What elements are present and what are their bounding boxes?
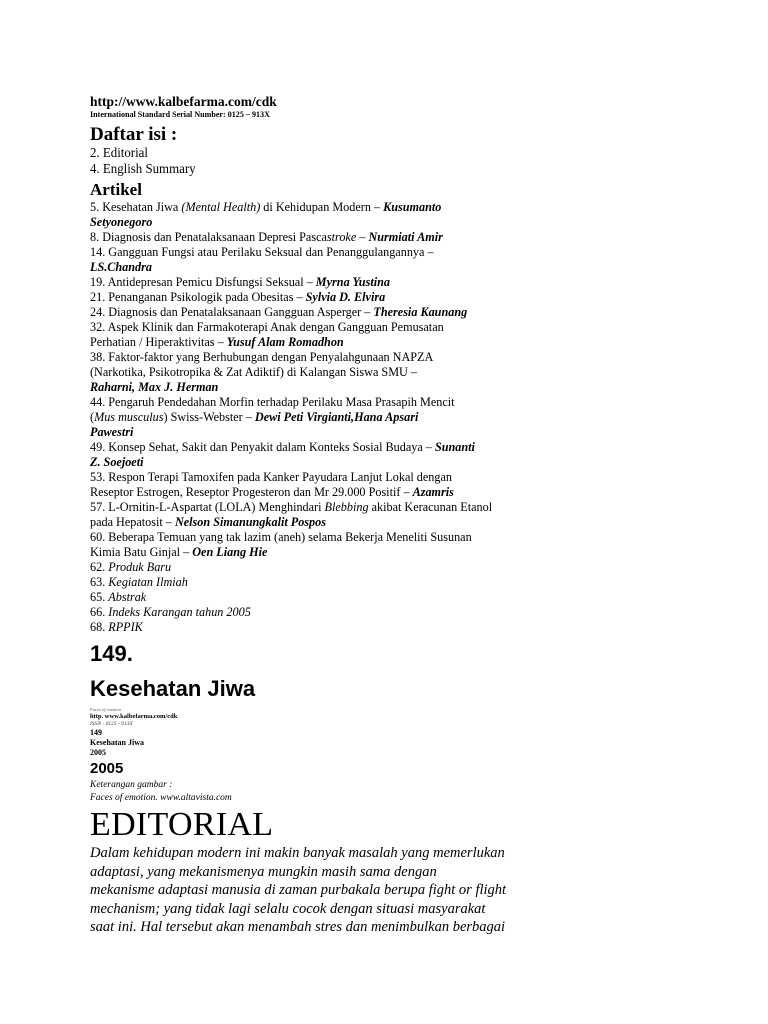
article-text: 65. (90, 590, 109, 604)
article-text: Perhatian / Hiperaktivitas – (90, 335, 227, 349)
article-text: 19. Antidepresan Pemicu Disfungsi Seksual – (90, 275, 316, 289)
article-text: ( (90, 410, 95, 424)
article-author: Kusumanto (383, 200, 442, 214)
article-text: 53. Respon Terapi Tamoxifen pada Kanker Payudara Lanjut Lokal dengan (90, 470, 452, 484)
article-italic-text: Indeks Karangan tahun 2005 (108, 605, 251, 619)
article-entry[interactable] (90, 590, 560, 605)
editorial-line: adaptasi, yang mekanismenya mungkin masih sama dengan (90, 863, 437, 880)
article-entry-line (90, 365, 560, 380)
article-entry-line (90, 245, 560, 260)
article-text: 14. Gangguan Fungsi atau Perilaku Seksual dan Penanggulangannya – (90, 245, 434, 259)
image-caption-text: Faces of emotion. www.altavista.com (90, 793, 232, 803)
article-author: LS.Chandra (90, 260, 152, 274)
cover-url: http. www.kalbefarma.com/cdk (90, 713, 178, 720)
cover-caption: Faces of emotion (90, 707, 121, 712)
article-entry-line (90, 275, 560, 290)
article-text: (Narkotika, Psikotropika & Zat Adiktif) di Kalangan Siswa SMU – (90, 365, 417, 379)
article-entry-line (90, 485, 560, 500)
toc-item-editorial[interactable]: 2. Editorial (90, 146, 148, 161)
article-entry-line (90, 215, 560, 230)
issue-year: 2005 (90, 760, 124, 777)
article-entry-line (90, 575, 560, 590)
article-italic-text: Blebbing (324, 500, 369, 514)
article-text: ) Swiss-Webster – (163, 410, 255, 424)
toc-item-english-summary[interactable]: 4. English Summary (90, 162, 196, 177)
article-entry-line (90, 395, 560, 410)
article-entry-line (90, 260, 560, 275)
article-text: – (356, 230, 369, 244)
article-text: pada Hepatosit – (90, 515, 175, 529)
issue-number: 149. (90, 641, 133, 666)
article-text: Reseptor Estrogen, Reseptor Progesteron dan Mr 29.000 Positif – (90, 485, 413, 499)
article-entry[interactable] (90, 305, 560, 320)
article-italic-text: RPPIK (108, 620, 143, 634)
article-text: 32. Aspek Klinik dan Farmakoterapi Anak dengan Gangguan Pemusatan (90, 320, 444, 334)
article-entry-line (90, 545, 560, 560)
article-entry[interactable] (90, 290, 560, 305)
article-italic-text: Abstrak (108, 590, 147, 604)
journal-url[interactable]: http://www.kalbefarma.com/cdk (90, 94, 277, 109)
article-entry-line (90, 440, 560, 455)
article-entry-line (90, 500, 560, 515)
article-entry[interactable] (90, 320, 560, 350)
article-author: Myrna Yustina (315, 275, 390, 289)
editorial-body (90, 844, 530, 937)
article-author: Dewi Peti Virgianti,Hana Apsari (254, 410, 419, 424)
cover-issn: ISSN : 0125 - 913X (90, 721, 133, 727)
article-entry-line (90, 425, 560, 440)
article-entry-line (90, 455, 560, 470)
article-text: 5. Kesehatan Jiwa (90, 200, 182, 214)
article-author: Sylvia D. Elvira (305, 290, 386, 304)
article-text: 8. Diagnosis dan Penatalaksanaan Depresi Pasca (90, 230, 327, 244)
article-entry-line (90, 470, 560, 485)
editorial-line: Dalam kehidupan modern ini makin banyak masalah yang memerlukan (90, 845, 505, 861)
article-text: akibat Keracunan Etanol (368, 500, 493, 514)
article-entry-line (90, 530, 560, 545)
article-entry[interactable] (90, 530, 560, 560)
article-entry-line (90, 590, 560, 605)
article-entry-line (90, 290, 560, 305)
editorial-heading: EDITORIAL (90, 806, 274, 843)
article-text: 49. Konsep Sehat, Sakit dan Penyakit dalam Konteks Sosial Budaya – (90, 440, 435, 454)
article-text: 68. (90, 620, 109, 634)
article-author: Setyonegoro (90, 215, 153, 229)
article-entry[interactable] (90, 560, 560, 575)
editorial-line: mekanisme adaptasi manusia di zaman purbakala berupa fight or flight (90, 882, 507, 898)
article-entry[interactable] (90, 275, 560, 290)
editorial-line: mechanism; yang tidak lagi selalu cocok dengan situasi masyarakat (90, 900, 486, 917)
article-text: 66. (90, 605, 109, 619)
article-entry[interactable] (90, 470, 560, 500)
article-entry-line (90, 200, 560, 215)
document-page (90, 94, 530, 937)
article-entry[interactable] (90, 620, 560, 635)
editorial-line: saat ini. Hal tersebut akan menambah stres dan menimbulkan berbagai (90, 919, 506, 935)
article-author: Raharni, Max J. Herman (90, 380, 219, 394)
article-text: 63. (90, 575, 109, 589)
article-text: 24. Diagnosis dan Penatalaksanaan Gangguan Asperger – (90, 305, 374, 319)
article-text: 57. L-Ornitin-L-Aspartat (LOLA) Menghindari (90, 500, 325, 514)
article-entry-line (90, 335, 560, 350)
article-author: Pawestri (90, 425, 134, 439)
article-entry-line (90, 350, 560, 365)
article-italic-text: (Mental Health) (181, 200, 261, 214)
article-text: 60. Beberapa Temuan yang tak lazim (aneh) selama Bekerja Meneliti Susunan (90, 530, 472, 544)
article-text: 38. Faktor-faktor yang Berhubungan dengan Penyalahgunaan NAPZA (90, 350, 434, 364)
article-author: Oen Liang Hie (192, 545, 268, 559)
article-text: 21. Penanganan Psikologik pada Obesitas – (90, 290, 306, 304)
article-text: di Kehidupan Modern – (260, 200, 384, 214)
article-author: Nurmiati Amir (368, 230, 443, 244)
article-entry[interactable] (90, 605, 560, 620)
issn-line: International Standard Serial Number: 0125 – 913X (90, 109, 270, 119)
cover-year: 2005 (90, 748, 106, 757)
article-entry[interactable] (90, 230, 560, 245)
toc-heading: Daftar isi : (90, 124, 178, 145)
article-author: Nelson Simanungkalit Pospos (174, 515, 326, 529)
article-author: Sunanti (434, 440, 475, 454)
article-text: 62. (90, 560, 109, 574)
article-entry-line (90, 305, 560, 320)
article-entry-line (90, 605, 560, 620)
article-text: 44. Pengaruh Pendedahan Morfin terhadap Perilaku Masa Prasapih Mencit (90, 395, 455, 409)
article-author: Azamris (412, 485, 454, 499)
article-italic-text: Kegiatan Ilmiah (108, 575, 188, 589)
cover-number: 149 (90, 728, 102, 737)
article-entry-line (90, 230, 560, 245)
article-entry-line (90, 515, 560, 530)
article-entry-line (90, 410, 560, 425)
article-entry-line (90, 620, 560, 635)
article-list (90, 200, 560, 635)
article-entry-line (90, 320, 560, 335)
article-author: Z. Soejoeti (90, 455, 144, 469)
article-author: Theresia Kaunang (373, 305, 468, 319)
article-entry[interactable] (90, 350, 560, 395)
artikel-heading: Artikel (90, 180, 142, 199)
article-author: Yusuf Alam Romadhon (226, 335, 344, 349)
article-entry[interactable] (90, 245, 560, 275)
article-entry[interactable] (90, 440, 560, 470)
article-text: Kimia Batu Ginjal – (90, 545, 193, 559)
article-entry[interactable] (90, 200, 560, 230)
article-entry-line (90, 380, 560, 395)
article-entry[interactable] (90, 395, 560, 440)
article-italic-text: Mus musculus (94, 410, 164, 424)
article-entry[interactable] (90, 500, 560, 530)
issue-title: Kesehatan Jiwa (90, 676, 256, 701)
article-entry-line (90, 560, 560, 575)
article-entry[interactable] (90, 575, 560, 590)
cover-title: Kesehatan Jiwa (90, 738, 144, 747)
article-italic-text: stroke (326, 230, 357, 244)
image-caption-label: Keterangan gambar : (90, 780, 173, 790)
article-italic-text: Produk Baru (108, 560, 172, 574)
